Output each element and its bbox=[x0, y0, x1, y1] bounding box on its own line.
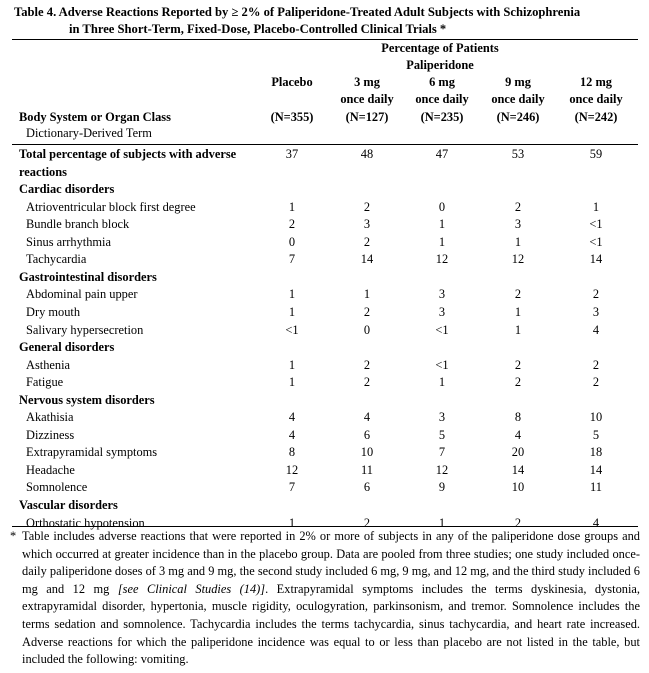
column-header-n: (N=242) bbox=[574, 110, 618, 124]
value-cell: <1 bbox=[589, 234, 603, 249]
row-label-header: Body System or Organ Class bbox=[19, 110, 171, 124]
value-cell: 59 bbox=[589, 147, 603, 161]
value-cell: 1 bbox=[514, 322, 522, 337]
value-cell: <1 bbox=[589, 217, 603, 232]
adverse-reaction-term: Headache bbox=[26, 462, 75, 477]
column-header-dose: 12 mg bbox=[579, 75, 612, 89]
value-cell: 4 bbox=[592, 515, 600, 530]
value-cell: 0 bbox=[438, 199, 446, 214]
adverse-reaction-term: Abdominal pain upper bbox=[26, 287, 138, 302]
value-cell: 0 bbox=[363, 322, 371, 337]
adverse-reaction-term: Tachycardia bbox=[26, 252, 87, 267]
value-cell: 3 bbox=[438, 287, 446, 302]
header-rule bbox=[12, 144, 638, 145]
value-cell: 4 bbox=[288, 410, 296, 425]
value-cell: 2 bbox=[363, 375, 371, 390]
adverse-reaction-term: Fatigue bbox=[26, 375, 64, 390]
value-cell: 48 bbox=[360, 147, 374, 161]
value-cell: 2 bbox=[363, 304, 371, 319]
value-cell: 37 bbox=[285, 147, 299, 161]
value-cell: 6 bbox=[363, 427, 371, 442]
value-cell: 2 bbox=[288, 217, 296, 232]
value-cell: 4 bbox=[592, 322, 600, 337]
column-header-n: (N=235) bbox=[420, 110, 464, 124]
value-cell: 0 bbox=[288, 234, 296, 249]
footnote bbox=[10, 528, 640, 669]
value-cell: 14 bbox=[589, 462, 603, 477]
value-cell: 3 bbox=[438, 410, 446, 425]
organ-class-heading: General disorders bbox=[19, 340, 115, 355]
value-cell: 1 bbox=[288, 287, 296, 302]
value-cell: 7 bbox=[288, 252, 296, 267]
adverse-reaction-term: Akathisia bbox=[26, 410, 74, 425]
value-cell: 1 bbox=[438, 375, 446, 390]
value-cell: 14 bbox=[511, 462, 525, 477]
value-cell: 2 bbox=[514, 357, 522, 372]
value-cell: 6 bbox=[363, 480, 371, 495]
bottom-rule bbox=[12, 526, 638, 527]
value-cell: 2 bbox=[514, 515, 522, 530]
value-cell: 2 bbox=[592, 375, 600, 390]
column-header-frequency: once daily bbox=[491, 92, 545, 106]
column-header-n: (N=127) bbox=[345, 110, 389, 124]
column-header-dose: 9 mg bbox=[505, 75, 531, 89]
value-cell: 1 bbox=[438, 217, 446, 232]
footnote-marker: * bbox=[10, 529, 17, 543]
value-cell: 14 bbox=[360, 252, 374, 267]
value-cell: 20 bbox=[511, 445, 525, 460]
footnote-reference: [see Clinical Studies (14)] bbox=[117, 581, 266, 596]
organ-class-heading: Nervous system disorders bbox=[19, 392, 155, 407]
value-cell: 12 bbox=[435, 252, 449, 267]
organ-class-heading: Cardiac disorders bbox=[19, 182, 115, 197]
adverse-reaction-term: Dry mouth bbox=[26, 304, 81, 319]
value-cell: 53 bbox=[511, 147, 525, 161]
drug-header: Paliperidone bbox=[406, 58, 474, 72]
value-cell: 11 bbox=[590, 480, 602, 495]
value-cell: 12 bbox=[511, 252, 525, 267]
organ-class-heading: Gastrointestinal disorders bbox=[19, 269, 157, 284]
value-cell: 2 bbox=[592, 287, 600, 302]
value-cell: 5 bbox=[592, 427, 600, 442]
value-cell: 11 bbox=[361, 462, 373, 477]
value-cell: 2 bbox=[363, 515, 371, 530]
value-cell: 2 bbox=[592, 357, 600, 372]
value-cell: 3 bbox=[438, 304, 446, 319]
value-cell: 8 bbox=[288, 445, 296, 460]
adverse-reaction-term: Atrioventricular block first degree bbox=[26, 199, 196, 214]
value-cell: <1 bbox=[435, 357, 449, 372]
table-title bbox=[14, 4, 644, 38]
percentage-header: Percentage of Patients bbox=[381, 41, 499, 55]
value-cell: 3 bbox=[592, 304, 600, 319]
value-cell: 1 bbox=[438, 234, 446, 249]
row-sublabel-header: Dictionary-Derived Term bbox=[26, 126, 152, 140]
value-cell: 1 bbox=[592, 199, 600, 214]
title-line-1: Table 4. Adverse Reactions Reported by ≥ 2% of Paliperidone-Treated Adult Subjects with Schizophrenia bbox=[14, 5, 581, 19]
value-cell: 7 bbox=[288, 480, 296, 495]
value-cell: 5 bbox=[438, 427, 446, 442]
value-cell: 12 bbox=[435, 462, 449, 477]
value-cell: 12 bbox=[285, 462, 299, 477]
column-header-n: (N=355) bbox=[270, 110, 314, 124]
adverse-reaction-term: Somnolence bbox=[26, 480, 88, 495]
value-cell: 9 bbox=[438, 480, 446, 495]
column-header-n: (N=246) bbox=[496, 110, 540, 124]
footnote-text bbox=[22, 528, 640, 669]
column-header-frequency: once daily bbox=[569, 92, 623, 106]
value-cell: 3 bbox=[514, 217, 522, 232]
column-header-frequency: once daily bbox=[415, 92, 469, 106]
value-cell: <1 bbox=[285, 322, 299, 337]
value-cell: 1 bbox=[288, 304, 296, 319]
top-rule bbox=[12, 39, 638, 40]
value-cell: 2 bbox=[363, 199, 371, 214]
value-cell: 1 bbox=[438, 515, 446, 530]
value-cell: 1 bbox=[288, 199, 296, 214]
adverse-reaction-term: Dizziness bbox=[26, 427, 75, 442]
column-header-dose: 6 mg bbox=[429, 75, 455, 89]
value-cell: 7 bbox=[438, 445, 446, 460]
value-cell: 2 bbox=[514, 287, 522, 302]
value-cell: 4 bbox=[363, 410, 371, 425]
value-cell: 10 bbox=[589, 410, 603, 425]
adverse-reaction-term: Asthenia bbox=[26, 357, 71, 372]
total-row-label-continued: reactions bbox=[19, 164, 67, 179]
value-cell: 47 bbox=[435, 147, 449, 161]
adverse-reaction-term: Bundle branch block bbox=[26, 217, 130, 232]
value-cell: 1 bbox=[514, 304, 522, 319]
adverse-reaction-term: Extrapyramidal symptoms bbox=[26, 445, 158, 460]
value-cell: 8 bbox=[514, 410, 522, 425]
value-cell: 14 bbox=[589, 252, 603, 267]
value-cell: 1 bbox=[288, 357, 296, 372]
value-cell: 10 bbox=[511, 480, 525, 495]
value-cell: 2 bbox=[514, 375, 522, 390]
footnote-part-1: Table includes adverse reactions that were reported in 2% or more of subjects in any of the paliperidone dose groups and which occurred at greater incidence than in the placebo group. Data are pooled from three studies; one study included once-daily paliperidone doses of 3 mg and 9 mg, the second study included 6 mg, 9 mg, and 12 mg, and the third study included 6 mg and 12 mg bbox=[22, 529, 640, 596]
value-cell: 1 bbox=[288, 375, 296, 390]
value-cell: 2 bbox=[363, 357, 371, 372]
footnote-part-2: . Extrapyramidal symptoms includes the terms dyskinesia, dystonia, extrapyramidal disorder, hypertonia, muscle rigidity, oculogyration, parkinsonism, and tremor. Somnolence includes the terms sedation and somnolence. Tachycardia includes the terms tachycardia, sinus tachycardia, and heart rate increased. Adverse reactions for which the paliperidone incidence was equal to or less than placebo are not listed in the table, but included the following: vomiting. bbox=[22, 581, 640, 667]
value-cell: 10 bbox=[360, 445, 374, 460]
value-cell: 3 bbox=[363, 217, 371, 232]
title-line-2: in Three Short-Term, Fixed-Dose, Placebo-Controlled Clinical Trials * bbox=[69, 22, 447, 36]
column-header-dose: 3 mg bbox=[354, 75, 380, 89]
value-cell: <1 bbox=[435, 322, 449, 337]
value-cell: 1 bbox=[363, 287, 371, 302]
total-row-label: Total percentage of subjects with adverse bbox=[19, 147, 237, 161]
value-cell: 4 bbox=[514, 427, 522, 442]
adverse-reaction-term: Orthostatic hypotension bbox=[26, 515, 145, 530]
organ-class-heading: Vascular disorders bbox=[19, 498, 118, 512]
column-header-frequency: once daily bbox=[340, 92, 394, 106]
value-cell: 1 bbox=[514, 234, 522, 249]
value-cell: 1 bbox=[288, 515, 296, 530]
adverse-reaction-term: Sinus arrhythmia bbox=[26, 234, 112, 249]
value-cell: 18 bbox=[589, 445, 603, 460]
adverse-reaction-term: Salivary hypersecretion bbox=[26, 322, 144, 337]
value-cell: 2 bbox=[363, 234, 371, 249]
value-cell: 4 bbox=[288, 427, 296, 442]
column-header-dose: Placebo bbox=[271, 75, 313, 89]
value-cell: 2 bbox=[514, 199, 522, 214]
